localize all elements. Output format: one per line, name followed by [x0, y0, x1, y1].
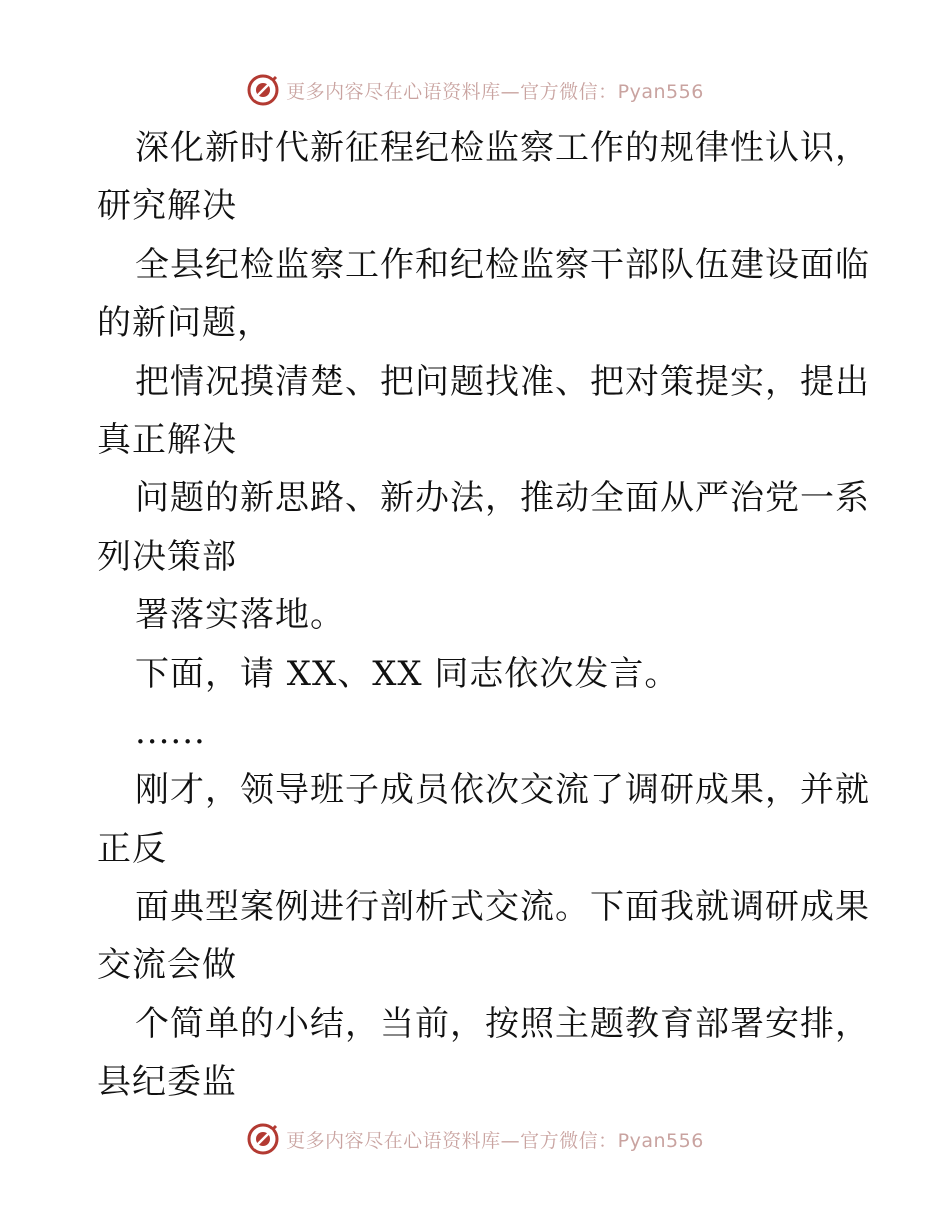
text-line: 研究解决	[97, 186, 237, 227]
seal-logo-icon	[246, 1122, 280, 1156]
text-line: 真正解决	[97, 419, 237, 460]
text-line: 把情况摸清楚、把问题找准、把对策提实，提出	[135, 361, 870, 402]
text-line: 县纪委监	[97, 1062, 237, 1103]
text-line: 列决策部	[97, 536, 237, 577]
footer-watermark	[0, 1119, 950, 1159]
header-watermark	[0, 70, 950, 110]
ellipsis-line: ......	[135, 711, 206, 752]
text-line: 全县纪检监察工作和纪检监察干部队伍建设面临	[135, 244, 870, 285]
text-line: 署落实落地。	[135, 595, 345, 636]
text-line: 刚才，领导班子成员依次交流了调研成果，并就	[135, 770, 870, 811]
text-line: 下面，请 XX、XX 同志依次发言。	[135, 653, 680, 694]
text-line: 面典型案例进行剖析式交流。下面我就调研成果	[135, 887, 870, 928]
header-watermark-text: 更多内容尽在心语资料库—官方微信：Pyan556	[286, 80, 704, 103]
text-line: 交流会做	[97, 945, 237, 986]
text-line: 问题的新思路、新办法，推动全面从严治党一系	[135, 478, 870, 519]
footer-watermark-text: 更多内容尽在心语资料库—官方微信：Pyan556	[286, 1129, 704, 1152]
seal-logo-icon	[246, 73, 280, 107]
text-line: 深化新时代新征程纪检监察工作的规律性认识，	[135, 128, 870, 168]
document-body	[97, 119, 870, 1112]
text-line: 正反	[97, 828, 167, 869]
text-line: 的新问题，	[97, 303, 272, 344]
text-line: 个简单的小结，当前，按照主题教育部署安排，	[135, 1003, 870, 1044]
